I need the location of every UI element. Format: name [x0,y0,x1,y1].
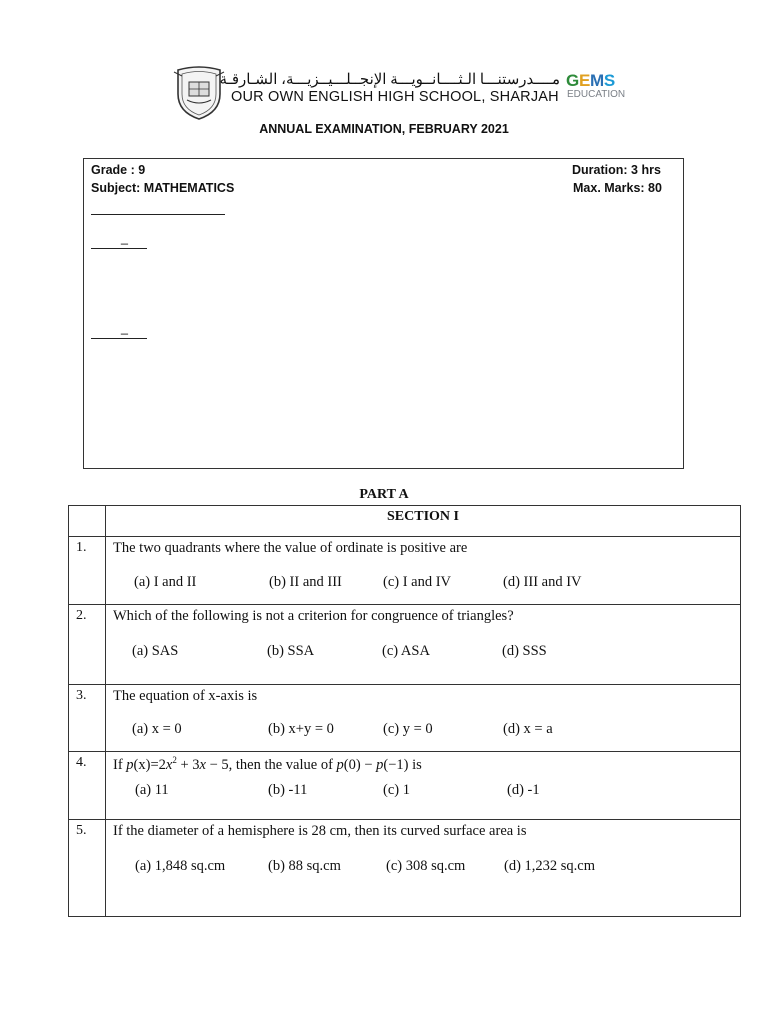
question-text: If $p(x)=2x^2 + 3x - 5$, then the value of p(0) − p(−1) is [113,755,422,773]
blank-underline-2 [91,338,147,339]
name-underline [91,214,225,215]
option-d: (d) III and IV [503,574,582,590]
question-cell [106,820,741,917]
option-d: (d) SSS [502,643,547,659]
duration-label: Duration: 3 hrs [572,163,661,177]
question-cell [106,685,741,752]
question-number: 2. [69,605,106,685]
questions-table [68,505,741,917]
option-a: (a) I and II [134,574,197,590]
question-text: The two quadrants where the value of ordinate is positive are [113,540,468,556]
option-c: (c) ASA [382,643,430,659]
question-row [69,537,741,605]
option-c: (c) 308 sq.cm [386,858,466,874]
question-number: 3. [69,685,106,752]
section-number-cell [69,506,106,537]
question-row [69,605,741,685]
option-d: (d) -1 [507,782,540,798]
question-row [69,752,741,820]
option-c: (c) I and IV [383,574,452,590]
school-name-arabic: مــــدرستنـــا الـثــــانــويـــة الإنجــلـــيــزيـــة، الشـارقـة [219,72,560,88]
option-a: (a) SAS [132,643,179,659]
option-b: (b) II and III [269,574,342,590]
blank-mark-1: _ [121,231,128,245]
school-crest-icon [172,64,226,120]
question-cell [106,752,741,820]
question-number: 4. [69,752,106,820]
option-a: (a) 1,848 sq.cm [135,858,226,874]
exam-info-box [83,158,684,469]
question-text: Which of the following is not a criterion for congruence of triangles? [113,608,514,624]
option-b: (b) x+y = 0 [268,721,334,737]
blank-mark-2: _ [121,321,128,335]
option-b: (b) -11 [268,782,308,798]
option-c: (c) y = 0 [383,721,433,737]
question-number: 1. [69,537,106,605]
question-row [69,685,741,752]
question-row [69,820,741,917]
question-text: If the diameter of a hemisphere is 28 cm, then its curved surface area is [113,823,527,839]
section-header-row [69,506,741,537]
question-cell [106,605,741,685]
option-b: (b) SSA [267,643,315,659]
question-cell [106,537,741,605]
option-a: (a) x = 0 [132,721,182,737]
school-name: OUR OWN ENGLISH HIGH SCHOOL, SHARJAH [231,89,559,105]
question-text: The equation of x-axis is [113,688,258,704]
option-b: (b) 88 sq.cm [268,858,341,874]
subject-label: Subject: MATHEMATICS [91,181,235,195]
gems-education-label: EDUCATION [567,89,626,100]
exam-title: ANNUAL EXAMINATION, FEBRUARY 2021 [259,122,509,136]
option-d: (d) 1,232 sq.cm [504,858,596,874]
max-marks-label: Max. Marks: 80 [573,181,662,195]
option-d: (d) x = a [503,721,553,737]
option-c: (c) 1 [383,782,410,798]
blank-underline-1 [91,248,147,249]
grade-label: Grade : 9 [91,163,146,177]
option-a: (a) 11 [135,782,169,798]
section-heading: SECTION I [106,506,741,537]
question-number: 5. [69,820,106,917]
part-heading: PART A [359,487,409,502]
gems-logo-text: GEMS [566,71,615,90]
